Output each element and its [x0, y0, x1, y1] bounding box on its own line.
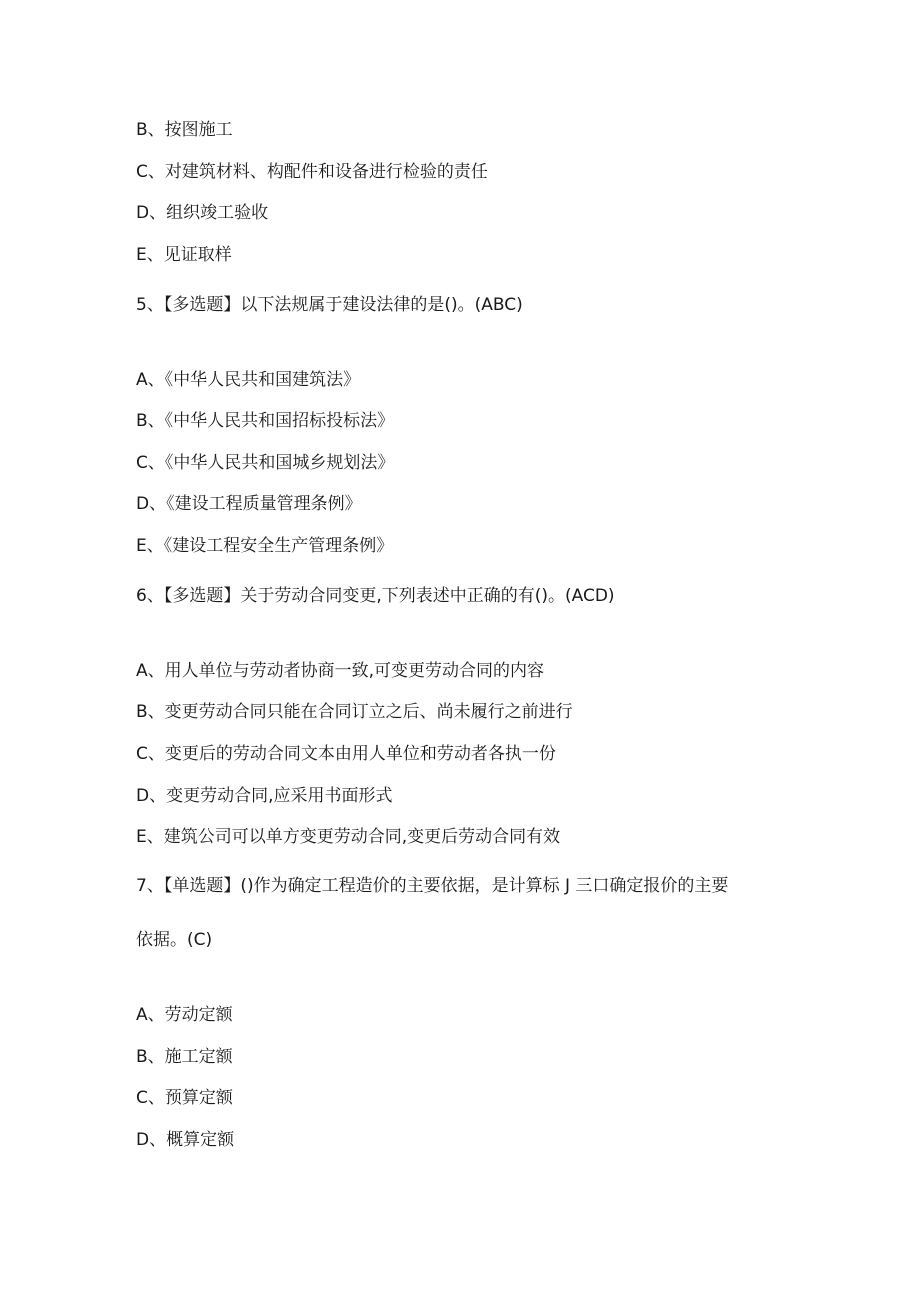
q5-option-a: A、《中华人民共和国建筑法》 — [136, 370, 361, 390]
q7-option-b: B、施工定额 — [136, 1047, 233, 1067]
q5-option-e: E、《建设工程安全生产管理条例》 — [136, 536, 394, 556]
q7-question-line1: 7、【单选题】()作为确定工程造价的主要依据，是计算标 J 三口确定报价的主要 — [136, 876, 729, 896]
q6-option-c: C、变更后的劳动合同文本由用人单位和劳动者各执一份 — [136, 744, 556, 764]
q7-option-c: C、预算定额 — [136, 1088, 233, 1108]
q6-option-e: E、建筑公司可以单方变更劳动合同,变更后劳动合同有效 — [136, 827, 561, 847]
q7-option-d: D、概算定额 — [136, 1130, 235, 1150]
q5-option-c: C、《中华人民共和国城乡规划法》 — [136, 453, 395, 473]
q6-option-d: D、变更劳动合同,应采用书面形式 — [136, 786, 393, 806]
q6-question: 6、【多选题】关于劳动合同变更,下列表述中正确的有()。(ACD) — [136, 586, 615, 606]
q4-option-e: E、见证取样 — [136, 245, 232, 265]
q5-option-b: B、《中华人民共和国招标投标法》 — [136, 411, 395, 431]
q7-option-a: A、劳动定额 — [136, 1005, 233, 1025]
q4-option-c: C、对建筑材料、构配件和设备进行检验的责任 — [136, 162, 488, 182]
q5-question: 5、【多选题】以下法规属于建设法律的是()。(ABC) — [136, 295, 523, 315]
q4-option-b: B、按图施工 — [136, 120, 233, 140]
q6-option-a: A、用人单位与劳动者协商一致,可变更劳动合同的内容 — [136, 661, 545, 681]
q6-option-b: B、变更劳动合同只能在合同订立之后、尚未履行之前进行 — [136, 702, 573, 722]
q7-question-line2: 依据。(C) — [136, 930, 213, 950]
q4-option-d: D、组织竣工验收 — [136, 203, 269, 223]
q5-option-d: D、《建设工程质量管理条例》 — [136, 494, 362, 514]
